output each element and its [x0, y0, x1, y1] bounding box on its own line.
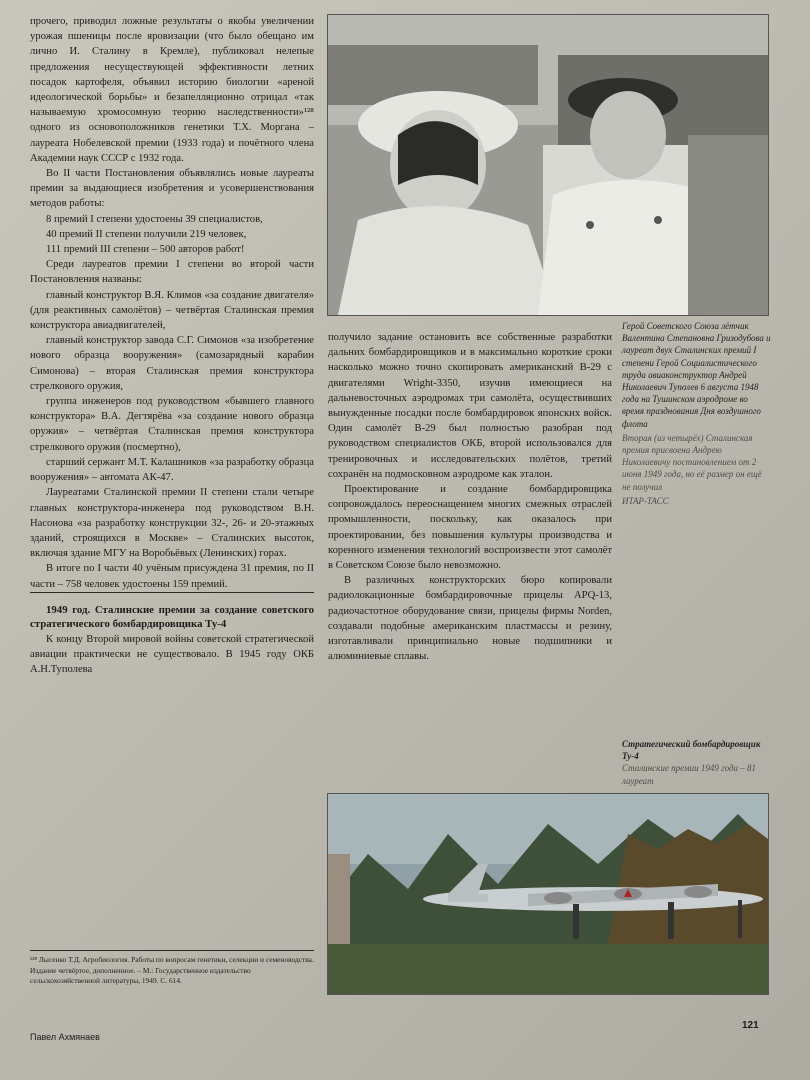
- running-footer-author: Павел Ахмянаев: [30, 1032, 100, 1042]
- paragraph: К концу Второй мировой войны советской стратегической авиации практически не существовало. В 1945 году ОКБ А.Н.Туполева: [30, 633, 314, 676]
- paragraph: 40 премий II степени получили 219 человек,: [46, 228, 247, 240]
- paragraph: главный конструктор завода С.Г. Симонов «за изобретение нового образца вооружения» (самозарядный карабин Симонова) – вторая Сталинская премия конструктора стрелкового оружия,: [30, 335, 314, 392]
- caption-note: Сталинские премии 1949 года – 81 лауреат: [622, 763, 757, 786]
- photo-caption-top: [622, 320, 772, 507]
- photo-tu4-bomber: [327, 793, 769, 995]
- paragraph: группа инженеров под руководством «бывшего главного конструктора» В.А. Дегтярёва «за создание нового образца оружия» – четвёртая Сталинская премия конструктора стрелкового оружия (посмертно),: [30, 396, 314, 453]
- photo-grizodubova-tupolev: [327, 14, 769, 316]
- paragraph: 111 премий III степени – 500 авторов работ!: [46, 244, 245, 256]
- page-number: 121: [742, 1020, 759, 1031]
- paragraph: Лауреатами Сталинской премии II степени стали четыре главных конструктора-инженера под руководством В.Н. Насонова «за разработку конструкции 32-, 26- и 20-этажных зданий, строящихся в Москве» – Сталинских высоток, включая здание МГУ на Воробьёвых (Ленинских) горах.: [30, 487, 314, 560]
- caption-source: ИТАР-ТАСС: [622, 495, 669, 506]
- paragraph: В различных конструкторских бюро копировали радиолокационные бомбардировочные прицелы APQ-13, радиочастотное оборудование связи, прицелы фирмы Norden, создавали подобные американским пластмассы и резину, изготавливали принципиально новые подшипники и алюминиевые сплавы.: [328, 575, 612, 663]
- paragraph: Среди лауреатов премии I степени во второй части Постановления названы:: [30, 259, 314, 286]
- paragraph: 8 премий I степени удостоены 39 специалистов,: [46, 213, 263, 225]
- left-text-column: [30, 14, 314, 677]
- caption-note: Вторая (из четырёх) Сталинская премия присвоена Андрею Николаевичу постановлением от 2 июня 1949 года, но её размер он ещё не получил: [622, 432, 762, 492]
- footnote: ¹²⁸ Лысенко Т.Д. Агробиология. Работы по вопросам генетики, селекции и семеноводства. Издание четвёртое, дополненное. – М.: Государственное издательство сельскохозяйственной литературы, 1949. С. 614.: [30, 950, 314, 987]
- paragraph: главный конструктор В.Я. Климов «за создание двигателя» (для реактивных самолётов) – четвёртая Сталинская премия конструктора авиадвигателей,: [30, 289, 314, 332]
- caption-text: Герой Советского Союза лётчик Валентина Степановна Гризодубова и лауреат двух Сталинских премий I степени Герой Социалистического труда авиаконструктор Андрей Николаевич Туполев 6 августа 1948 года на Тушинском аэродроме во время празднования Дня воздушного флота: [622, 321, 771, 429]
- section-heading: 1949 год. Сталинские премии за создание советского стратегического бомбардировщика Ту-4: [30, 592, 314, 632]
- paragraph: Проектирование и создание бомбардировщика сопровождалось переоснащением многих смежных отраслей промышленности, поскольку, как оказалось при проектировании, без повышения культуры производства и коренного изменения технологий воспроизвести этот самолёт в Советском Союзе было невозможно.: [328, 484, 612, 572]
- paragraph: старший сержант М.Т. Калашников «за разработку образца вооружения» – автомата АК-47.: [30, 456, 314, 484]
- paragraph: Во II части Постановления объявлялись новые лауреаты премии за выдающиеся изобретения и усовершенствования методов работы:: [30, 168, 314, 210]
- photo-caption-bottom: [622, 738, 772, 787]
- paragraph: В итоге по I части 40 учёным присуждена 31 премия, по II части – 758 человек удостоены 159 премий.: [30, 563, 314, 590]
- middle-text-column: [328, 330, 612, 664]
- bomber-illustration: [328, 794, 768, 994]
- paragraph: прочего, приводил ложные результаты о якобы увеличении урожая пшеницы после яровизации (что было обещано им лично И. Сталину в Кремле), публиковал нелепые предложения несуществующей эффективности летних посадок картофеля, объявил историю биологии «ареной идеологической борьбы» и безапелляционно отрицал «так называемую хромосомную теорию наследственности»¹²⁸ одного из основоположников генетики Т.Х. Моргана – лауреата Нобелевской премии (1933 года) и почётного члена Академии наук СССР с 1932 года.: [30, 16, 314, 164]
- photo-illustration: [328, 15, 768, 315]
- paragraph: получило задание остановить все собственные разработки дальних бомбардировщиков и в максимально короткие сроки насколько можно точно скопировать американский В-29 с двигателями Wright-3350, изучив имеющиеся на дальневосточных аэродромах три самолёта, осуществивших вынужденные посадки после бомбардировок японских войск. Один самолёт В-29 был полностью разобран под руководством специалистов ОКБ, второй использовался для тренировочных и исследовательских полётов, третий сохранён на подмосковном аэродроме как эталон.: [328, 332, 612, 480]
- caption-title: Стратегический бомбардировщик Ту-4: [622, 739, 761, 762]
